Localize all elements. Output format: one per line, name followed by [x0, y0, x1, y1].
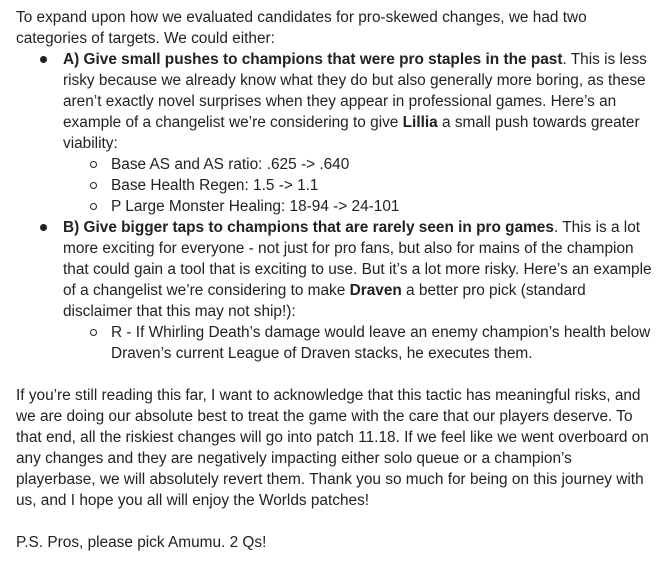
- closing-paragraph: If you’re still reading this far, I want to acknowledge that this tactic has meaningful risks, and we are doing our absolute best to treat the game with the care that our players deserve. To that end, all the riskiest changes will go into patch 11.18. If we feel like we went overboard on any changes and they are negatively impacting either solo queue or a champion’s playerbase, we will absolutely revert them. Thank you so much for being on this journey with us, and I hope you all will enjoy the Worlds patches!: [16, 387, 649, 509]
- bullet-item-b: [16, 217, 655, 364]
- bullet-a-text-1: . This is less risky because we already know what they do but also generally more boring, as these aren’t exactly novel surprises when they appear in professional games. Here’s an example of a changelist we’re considering to give: [63, 51, 647, 131]
- bullet-b-text-2: a better pro pick (standard disclaimer that this may not ship!):: [63, 282, 586, 320]
- bullet-item-a: [16, 49, 655, 217]
- sub-item: [63, 154, 655, 175]
- hollow-bullet-icon: [90, 161, 97, 168]
- bullet-dot-icon: [40, 56, 47, 63]
- bullet-b-heading: B) Give bigger taps to champions that are rarely seen in pro games: [63, 219, 554, 236]
- target-categories-list: [16, 49, 655, 364]
- draven-changelist: [63, 322, 655, 364]
- lillia-changelist: [63, 154, 655, 217]
- hollow-bullet-icon: [90, 329, 97, 336]
- intro-paragraph: To expand upon how we evaluated candidates for pro-skewed changes, we had two categories of targets. We could either:: [16, 9, 587, 47]
- bullet-b-text-1: . This is a lot more exciting for everyone - not just for pro fans, but also for mains of the champion that could gain a tool that is exciting to use. But it’s a lot more risky. Here’s an example of a changelist we’re considering to make: [63, 219, 652, 299]
- bullet-a-heading: A) Give small pushes to champions that were pro staples in the past: [63, 51, 563, 68]
- sub-item: [63, 175, 655, 196]
- bullet-a-text-2: a small push towards greater viability:: [63, 114, 640, 152]
- bullet-b-champion: Draven: [349, 282, 402, 299]
- sub-item: [63, 196, 655, 217]
- hollow-bullet-icon: [90, 203, 97, 210]
- bullet-a-champion: Lillia: [402, 114, 438, 131]
- sub-item-text: Base Health Regen: 1.5 -> 1.1: [111, 177, 319, 194]
- sub-item-text: P Large Monster Healing: 18-94 -> 24-101: [111, 198, 400, 215]
- sub-item: [63, 322, 655, 364]
- sub-item-text: Base AS and AS ratio: .625 -> .640: [111, 156, 350, 173]
- postscript: P.S. Pros, please pick Amumu. 2 Qs!: [16, 534, 267, 551]
- paragraph-spacer: [16, 511, 655, 532]
- hollow-bullet-icon: [90, 182, 97, 189]
- paragraph-spacer: [16, 364, 655, 385]
- sub-item-text: R - If Whirling Death’s damage would leave an enemy champion’s health below Draven’s current League of Draven stacks, he executes them.: [111, 324, 651, 362]
- bullet-dot-icon: [40, 224, 47, 231]
